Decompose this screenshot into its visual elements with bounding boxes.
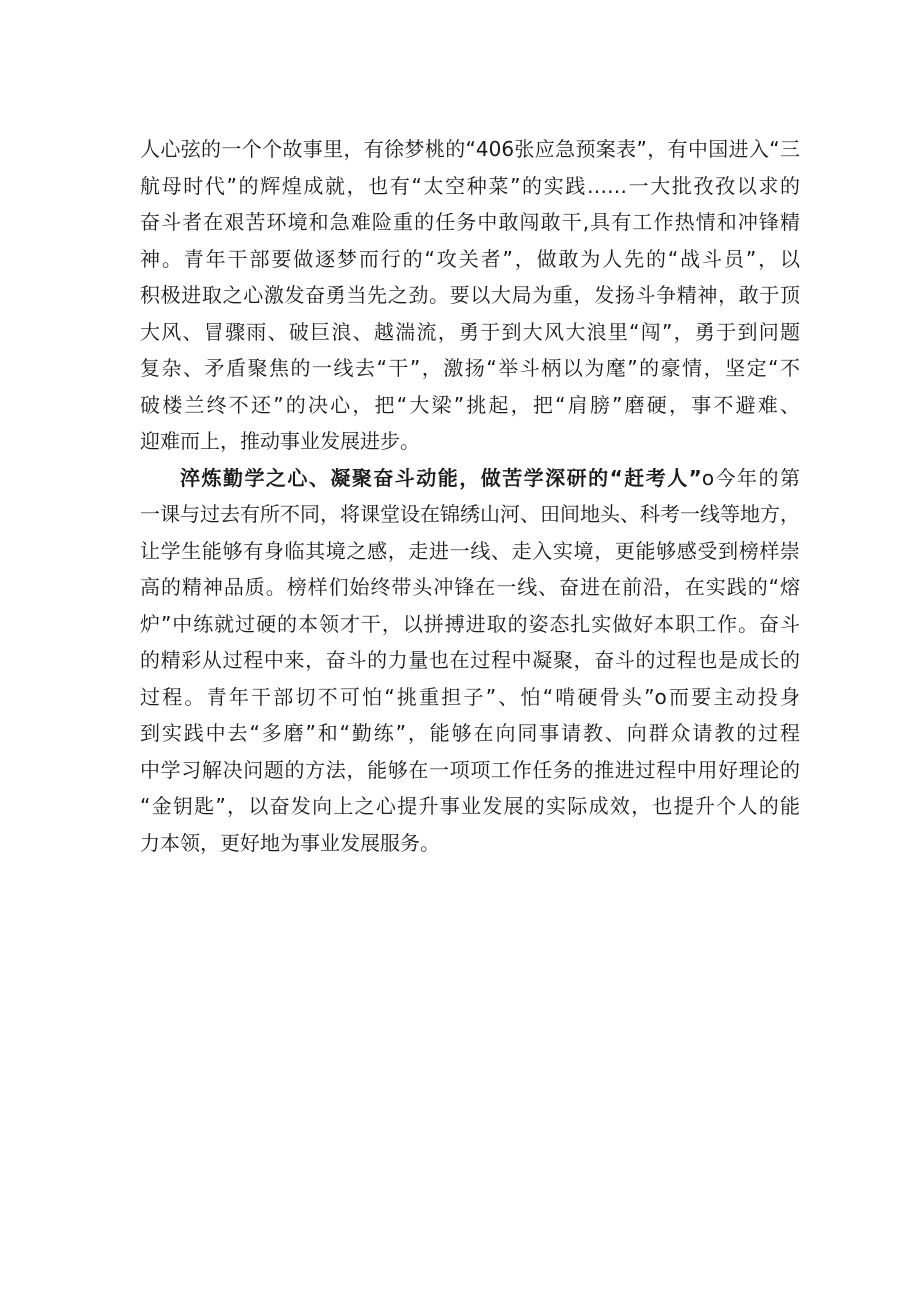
paragraph-2-heading: 淬炼勤学之心、凝聚奋斗动能，做苦学深研的“赶考人” (180, 465, 702, 490)
paragraph-1-line: 迎难而上，推动事业发展进步。 (140, 429, 420, 453)
paragraph-1-line: 人心弦的一个个故事里，有徐梦桃的“406张应急预案表”，有中国进入“三 (140, 137, 800, 161)
paragraph-1-line: 复杂、矛盾聚焦的一线去“干”，激扬“举斗柄以为麾”的豪情，坚定“不 (140, 356, 800, 380)
paragraph-2 (140, 460, 800, 862)
paragraph-2-line: “金钥匙”，以奋发向上之心提升事业发展的实际成效，也提升个人的能 (140, 794, 800, 818)
paragraph-1 (140, 131, 800, 460)
paragraph-2-line: 过程。青年干部切不可怕“挑重担子”、怕“啃硬骨头”o而要主动投身 (140, 684, 800, 709)
paragraph-1-line: 破楼兰终不还”的决心，把“大梁”挑起，把“肩膀”磨硬，事不避难、 (140, 392, 800, 417)
paragraph-2-line: 的精彩从过程中来，奋斗的力量也在过程中凝聚，奋斗的过程也是成长的 (140, 648, 800, 672)
paragraph-2-line: 到实践中去“多磨”和“勤练”，能够在向同事请教、向群众请教的过程 (140, 721, 800, 745)
paragraph-2-line: 一课与过去有所不同，将课堂设在锦绣山河、田间地头、科考一线等地方， (140, 502, 800, 526)
paragraph-2-line: 中学习解决问题的方法，能够在一项项工作任务的推进过程中用好理论的 (140, 757, 800, 782)
paragraph-2-line: 炉”中练就过硬的本领才干，以拼搏进取的姿态扎实做好本职工作。奋斗 (140, 611, 800, 636)
paragraph-2-heading-tail: o今年的第 (701, 465, 800, 490)
paragraph-2-line: 让学生能够有身临其境之感，走进一线、走入实境，更能够感受到榜样崇 (140, 538, 800, 563)
paragraph-1-line: 航母时代”的辉煌成就，也有“太空种菜”的实践……一大批孜孜以求的 (140, 173, 800, 198)
paragraph-2-line: 高的精神品质。榜样们始终带头冲锋在一线、奋进在前沿，在实践的“熔 (140, 575, 800, 599)
paragraph-1-line: 大风、冒骤雨、破巨浪、越湍流，勇于到大风大浪里“闯”，勇于到问题 (140, 319, 800, 344)
paragraph-1-line: 奋斗者在艰苦环境和急难险重的任务中敢闯敢干,具有工作热情和冲锋精 (140, 210, 800, 234)
paragraph-2-first-line (140, 460, 800, 497)
paragraph-1-line: 神。青年干部要做逐梦而行的“攻关者”，做敢为人先的“战斗员”，以 (140, 246, 800, 271)
paragraph-2-line: 力本领，更好地为事业发展服务。 (140, 830, 440, 855)
document-body (140, 131, 800, 861)
paragraph-1-line: 积极进取之心激发奋勇当先之劲。要以大局为重，发扬斗争精神，敢于顶 (140, 283, 800, 307)
